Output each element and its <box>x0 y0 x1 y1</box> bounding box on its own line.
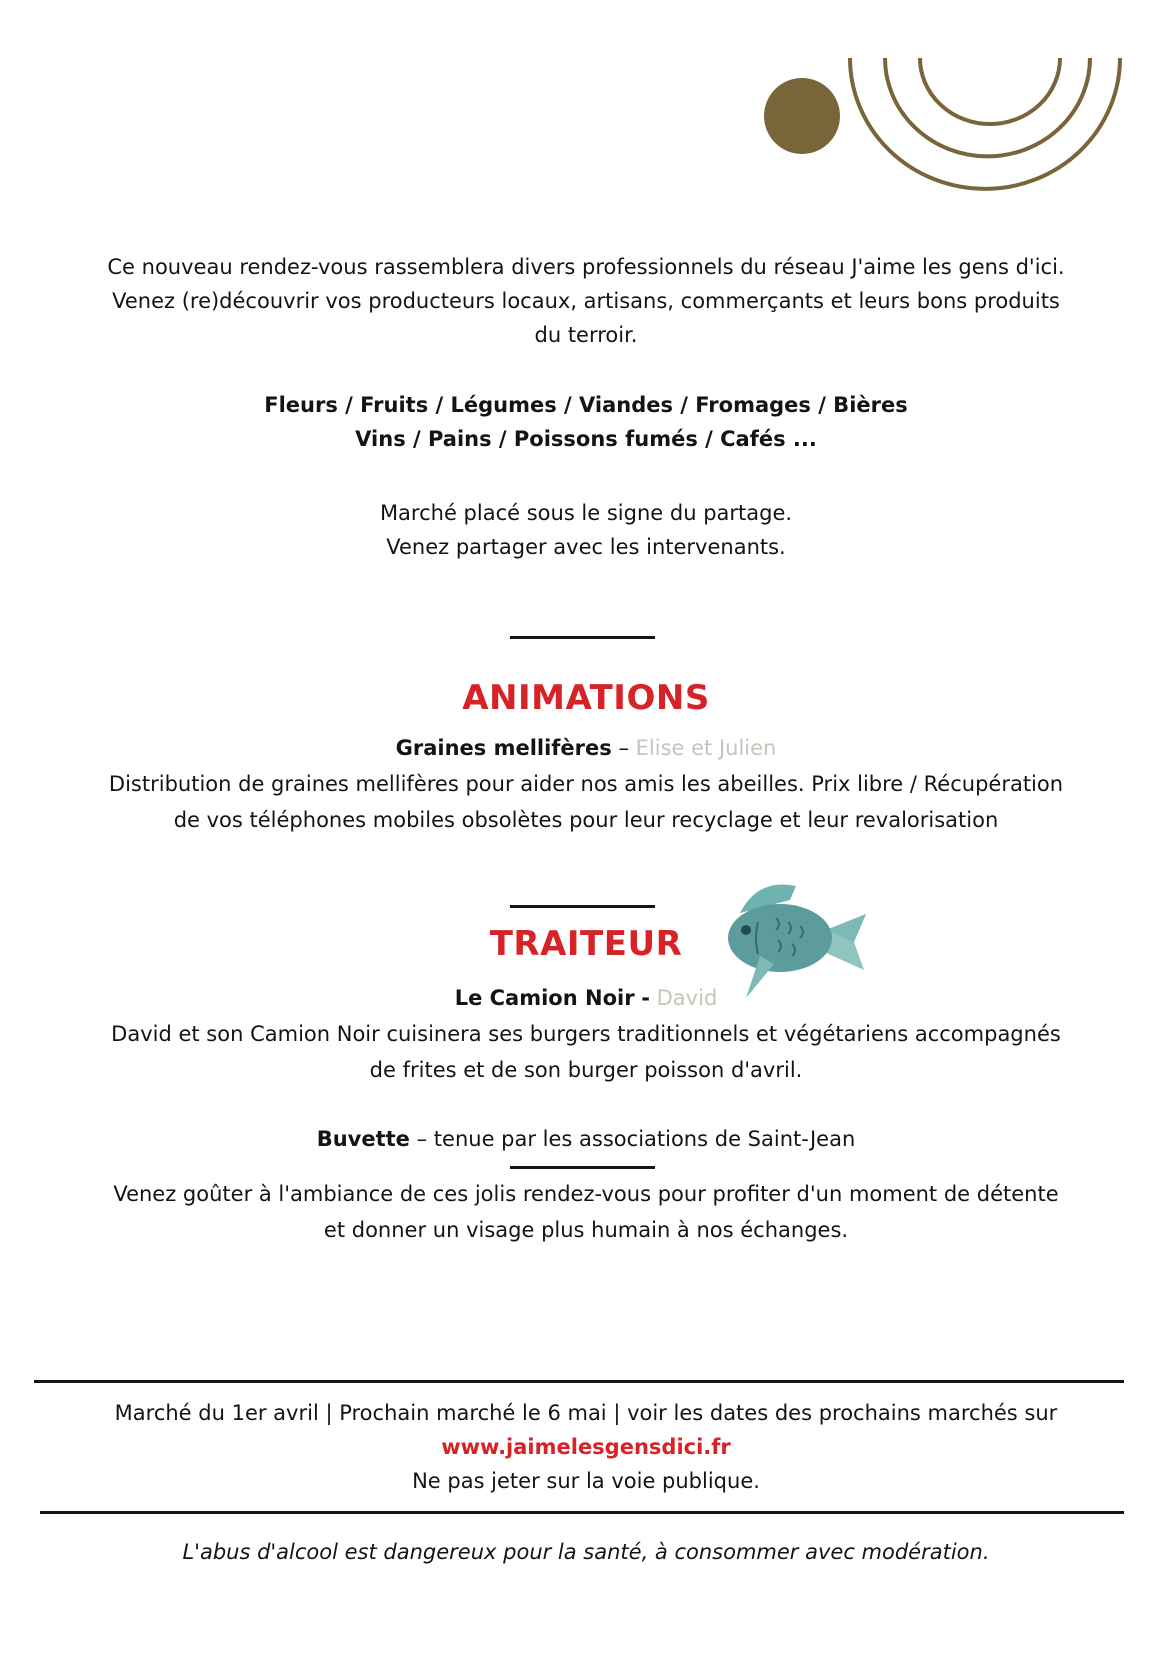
section-divider <box>510 636 655 639</box>
closing-paragraph <box>0 1176 1172 1248</box>
traiteur-item-host: David <box>656 986 718 1010</box>
animations-item-title: Graines mellifères <box>395 736 612 760</box>
intro-line-3: du terroir. <box>534 323 638 347</box>
traiteur-description-line-1: David et son Camion Noir cuisinera ses burgers traditionnels et végétariens accompagnés <box>111 1022 1061 1046</box>
buvette-title: Buvette <box>316 1127 410 1151</box>
product-categories <box>0 388 1172 456</box>
alcohol-disclaimer: L'abus d'alcool est dangereux pour la santé, à consommer avec modération. <box>182 1540 990 1564</box>
animations-item <box>0 733 1172 763</box>
brown-dot-icon <box>764 78 840 154</box>
animations-item-hosts: Elise et Julien <box>635 736 777 760</box>
animations-separator: – <box>618 736 629 760</box>
footer-top-rule <box>34 1380 1124 1383</box>
footer-line-1: Marché du 1er avril | Prochain marché le 6 mai | voir les dates des prochains marchés sur <box>114 1401 1058 1425</box>
animations-description-line-1: Distribution de graines mellifères pour aider nos amis les abeilles. Prix libre / Récupération <box>108 772 1064 796</box>
intro-paragraph <box>0 250 1172 352</box>
categories-line-2: Vins / Pains / Poissons fumés / Cafés ... <box>355 427 817 451</box>
footer-line-3: Ne pas jeter sur la voie publique. <box>412 1469 760 1493</box>
categories-line-1: Fleurs / Fruits / Légumes / Viandes / Fromages / Bières <box>264 393 908 417</box>
intro-line-2: Venez (re)découvrir vos producteurs locaux, artisans, commerçants et leurs bons produits <box>112 289 1060 313</box>
section-divider <box>510 905 655 908</box>
sharing-paragraph <box>0 496 1172 564</box>
traiteur-heading: TRAITEUR <box>489 924 683 964</box>
closing-line-1: Venez goûter à l'ambiance de ces jolis rendez-vous pour profiter d'un moment de détente <box>113 1182 1059 1206</box>
traiteur-separator: - <box>641 986 650 1010</box>
footer <box>0 1396 1172 1498</box>
closing-line-2: et donner un visage plus humain à nos échanges. <box>323 1218 849 1242</box>
intro-line-1: Ce nouveau rendez-vous rassemblera divers professionnels du réseau J'aime les gens d'ici. <box>107 255 1065 279</box>
traiteur-description-line-2: de frites et de son burger poisson d'avril. <box>369 1058 803 1082</box>
website-link[interactable]: www.jaimelesgensdici.fr <box>441 1435 731 1459</box>
circle-rings-decoration <box>720 58 1130 198</box>
traiteur-description <box>0 1016 1172 1088</box>
traiteur-item <box>0 983 1172 1013</box>
section-divider <box>510 1166 655 1169</box>
sharing-line-2: Venez partager avec les intervenants. <box>386 535 786 559</box>
footer-bottom-rule <box>40 1511 1124 1514</box>
concentric-arcs-icon <box>850 58 1120 189</box>
animations-description <box>0 766 1172 838</box>
traiteur-item-title: Le Camion Noir <box>454 986 635 1010</box>
buvette-text: – tenue par les associations de Saint-Jean <box>416 1127 856 1151</box>
sharing-line-1: Marché placé sous le signe du partage. <box>379 501 793 525</box>
animations-heading: ANIMATIONS <box>462 678 710 718</box>
animations-description-line-2: de vos téléphones mobiles obsolètes pour leur recyclage et leur revalorisation <box>173 808 999 832</box>
buvette-line <box>0 1124 1172 1154</box>
